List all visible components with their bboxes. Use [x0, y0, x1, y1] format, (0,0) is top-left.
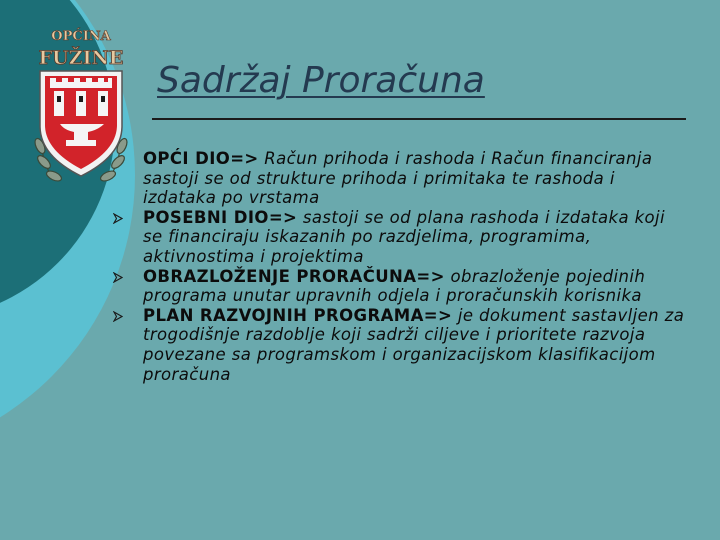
list-item [143, 306, 688, 384]
title-divider [152, 118, 686, 120]
item-description: Račun prihoda i rashoda i Račun financiranja sastoji se od strukture prihoda i primitaka te rashoda i izdataka po vrstama [143, 149, 653, 208]
crest-text-bottom: FUŽINE [38, 47, 124, 69]
arrowhead-bullet-icon [113, 311, 123, 322]
arrowhead-bullet-icon [113, 272, 123, 283]
list-item [143, 267, 688, 306]
item-term: OBRAZLOŽENJE PRORAČUNA [143, 266, 417, 286]
list-item [143, 208, 688, 267]
item-arrow: => [423, 305, 453, 325]
slide-title: Sadržaj Proračuna [157, 60, 485, 101]
item-arrow: => [416, 266, 445, 286]
item-description: sastoji se od plana rashoda i izdataka koji se financiraju iskazanih po razdjelima, programima, aktivnostima i projektima [143, 207, 666, 266]
item-arrow: => [230, 149, 259, 168]
arrowhead-bullet-icon [113, 213, 123, 224]
list-item [143, 149, 688, 208]
item-term: OPĆI DIO [143, 149, 231, 168]
item-description: obrazloženje pojedinih programa unutar upravnih odjela i proračunskih korisnika [143, 266, 646, 306]
item-term: POSEBNI DIO [143, 207, 269, 227]
item-term: PLAN RAZVOJNIH PROGRAMA [143, 305, 424, 325]
content-list [143, 149, 688, 384]
municipality-crest-logo [26, 16, 136, 191]
item-description: je dokument sastavljen za trogodišnje razdoblje koji sadrži ciljeve i prioritete razvoja povezane sa programskom i organizacijskom klasifikacijom proračuna [143, 305, 685, 384]
item-arrow: => [268, 207, 298, 227]
crest-text-top: OPĆINA [51, 29, 111, 44]
